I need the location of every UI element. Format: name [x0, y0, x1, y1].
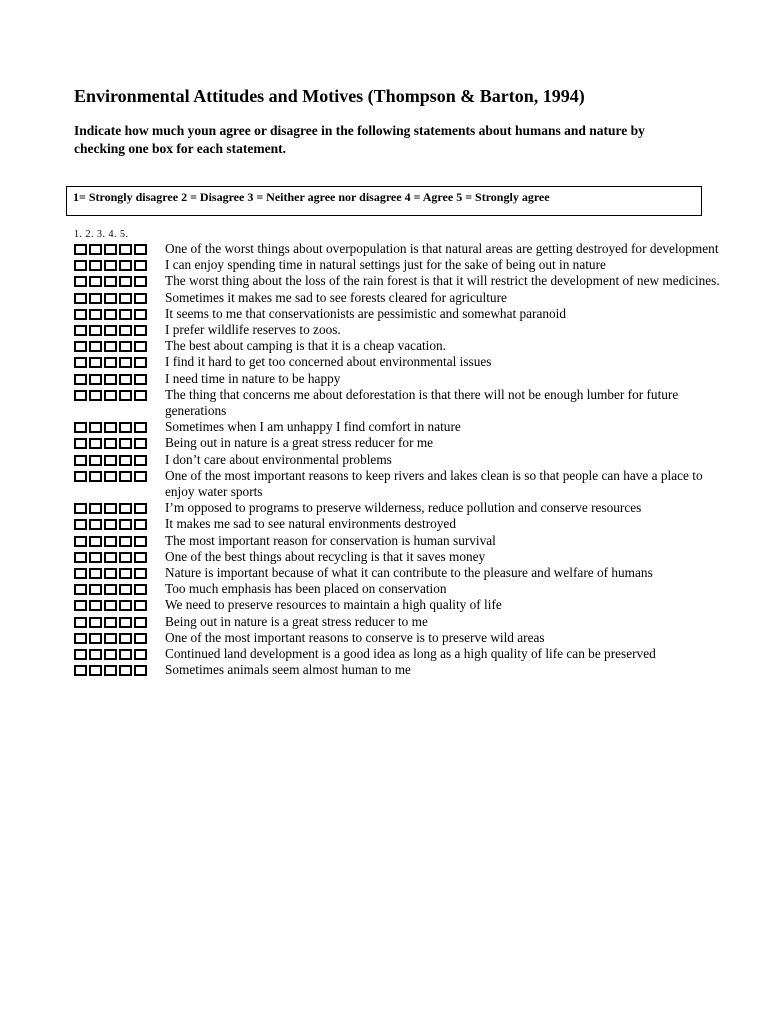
rating-checkbox-2[interactable]	[89, 357, 102, 368]
statement-row	[0, 597, 768, 613]
rating-checkbox-4[interactable]	[119, 617, 132, 628]
rating-checkbox-2[interactable]	[89, 293, 102, 304]
statement-text: I’m opposed to programs to preserve wilderness, reduce pollution and conserve resources	[165, 500, 642, 516]
statement-text: I prefer wildlife reserves to zoos.	[165, 322, 341, 338]
rating-checkbox-1[interactable]	[74, 455, 87, 466]
rating-checkbox-3[interactable]	[104, 276, 117, 287]
instructions: Indicate how much youn agree or disagree in the following statements about humans and nature by checking one box for each statement.	[74, 123, 645, 156]
rating-checkbox-2[interactable]	[89, 244, 102, 255]
rating-checkbox-5[interactable]	[134, 341, 147, 352]
rating-checkbox-2[interactable]	[89, 471, 102, 482]
rating-checkbox-5[interactable]	[134, 325, 147, 336]
statement-row	[0, 452, 768, 468]
rating-checkbox-1[interactable]	[74, 357, 87, 368]
rating-checkbox-3[interactable]	[104, 309, 117, 320]
rating-checkbox-5[interactable]	[134, 374, 147, 385]
rating-checkbox-3[interactable]	[104, 584, 117, 595]
rating-checkbox-group	[74, 552, 147, 563]
rating-checkbox-4[interactable]	[119, 260, 132, 271]
statement-row	[0, 435, 768, 451]
statement-text: Being out in nature is a great stress reducer to me	[165, 613, 428, 629]
rating-checkbox-4[interactable]	[119, 390, 132, 401]
rating-checkbox-5[interactable]	[134, 276, 147, 287]
rating-checkbox-group	[74, 422, 147, 433]
statement-text: It seems to me that conservationists are pessimistic and somewhat paranoid	[165, 305, 567, 321]
rating-checkbox-group	[74, 633, 147, 644]
rating-checkbox-5[interactable]	[134, 390, 147, 401]
statement-row	[0, 516, 768, 532]
rating-checkbox-4[interactable]	[119, 471, 132, 482]
statement-text: Sometimes when I am unhappy I find comfort in nature	[165, 419, 461, 435]
rating-checkbox-5[interactable]	[134, 665, 147, 676]
rating-checkbox-group	[74, 600, 147, 611]
rating-checkbox-5[interactable]	[134, 519, 147, 530]
statement-text: I need time in nature to be happy	[165, 370, 341, 386]
statement-row	[0, 646, 768, 662]
rating-checkbox-2[interactable]	[89, 390, 102, 401]
rating-checkbox-2[interactable]	[89, 260, 102, 271]
statement-text: One of the most important reasons to conserve is to preserve wild areas	[165, 629, 545, 645]
rating-checkbox-group	[74, 568, 147, 579]
rating-checkbox-group	[74, 584, 147, 595]
statement-row	[0, 662, 768, 678]
statement-text: We need to preserve resources to maintain a high quality of life	[165, 597, 502, 613]
rating-checkbox-4[interactable]	[119, 244, 132, 255]
statement-text: One of the worst things about overpopulation is that natural areas are getting destroyed for development	[165, 241, 719, 256]
rating-checkbox-3[interactable]	[104, 536, 117, 547]
rating-checkbox-2[interactable]	[89, 519, 102, 530]
rating-checkbox-group	[74, 536, 147, 547]
rating-checkbox-1[interactable]	[74, 503, 87, 514]
rating-checkbox-3[interactable]	[104, 390, 117, 401]
statement-row	[0, 354, 768, 370]
rating-checkbox-3[interactable]	[104, 519, 117, 530]
rating-checkbox-3[interactable]	[104, 568, 117, 579]
rating-checkbox-group	[74, 390, 147, 401]
statement-row	[0, 419, 768, 435]
rating-checkbox-1[interactable]	[74, 665, 87, 676]
rating-checkbox-1[interactable]	[74, 568, 87, 579]
rating-checkbox-1[interactable]	[74, 422, 87, 433]
rating-checkbox-group	[74, 438, 147, 449]
statement-row	[0, 241, 768, 257]
rating-checkbox-2[interactable]	[89, 325, 102, 336]
rating-checkbox-2[interactable]	[89, 584, 102, 595]
statement-text: The worst thing about the loss of the rain forest is that it will restrict the development of new medicines.	[165, 273, 720, 289]
rating-checkbox-3[interactable]	[104, 633, 117, 644]
rating-checkbox-4[interactable]	[119, 309, 132, 320]
rating-legend: 1= Strongly disagree 2 = Disagree 3 = Neither agree nor disagree 4 = Agree 5 = Strongly agree	[73, 190, 550, 204]
rating-checkbox-2[interactable]	[89, 600, 102, 611]
rating-checkbox-4[interactable]	[119, 374, 132, 385]
rating-checkbox-1[interactable]	[74, 471, 87, 482]
rating-checkbox-5[interactable]	[134, 438, 147, 449]
statement-row	[0, 257, 768, 273]
statement-row	[0, 306, 768, 322]
rating-checkbox-1[interactable]	[74, 617, 87, 628]
rating-checkbox-5[interactable]	[134, 455, 147, 466]
rating-checkbox-3[interactable]	[104, 471, 117, 482]
scale-header: 1. 2. 3. 4. 5.	[74, 229, 129, 240]
rating-checkbox-4[interactable]	[119, 503, 132, 514]
rating-checkbox-4[interactable]	[119, 357, 132, 368]
rating-checkbox-3[interactable]	[104, 260, 117, 271]
statement-row	[0, 371, 768, 387]
rating-checkbox-3[interactable]	[104, 665, 117, 676]
statement-text: The thing that concerns me about deforestation is that there will not be enough lumber for future generations	[165, 386, 679, 419]
rating-checkbox-3[interactable]	[104, 503, 117, 514]
rating-checkbox-4[interactable]	[119, 665, 132, 676]
rating-checkbox-2[interactable]	[89, 374, 102, 385]
rating-checkbox-5[interactable]	[134, 422, 147, 433]
rating-checkbox-4[interactable]	[119, 341, 132, 352]
statement-row	[0, 338, 768, 354]
rating-checkbox-1[interactable]	[74, 276, 87, 287]
rating-checkbox-1[interactable]	[74, 390, 87, 401]
rating-checkbox-group	[74, 309, 147, 320]
rating-checkbox-group	[74, 665, 147, 676]
rating-checkbox-group	[74, 649, 147, 660]
rating-checkbox-3[interactable]	[104, 600, 117, 611]
rating-checkbox-4[interactable]	[119, 536, 132, 547]
statement-text: Nature is important because of what it can contribute to the pleasure and welfare of humans	[165, 565, 653, 581]
rating-checkbox-2[interactable]	[89, 422, 102, 433]
rating-checkbox-group	[74, 455, 147, 466]
rating-checkbox-3[interactable]	[104, 422, 117, 433]
rating-checkbox-4[interactable]	[119, 600, 132, 611]
rating-checkbox-4[interactable]	[119, 649, 132, 660]
rating-checkbox-4[interactable]	[119, 455, 132, 466]
rating-checkbox-3[interactable]	[104, 341, 117, 352]
rating-checkbox-4[interactable]	[119, 633, 132, 644]
rating-checkbox-4[interactable]	[119, 438, 132, 449]
rating-checkbox-5[interactable]	[134, 357, 147, 368]
statement-row	[0, 322, 768, 338]
rating-checkbox-2[interactable]	[89, 552, 102, 563]
statement-row	[0, 549, 768, 565]
rating-checkbox-3[interactable]	[104, 293, 117, 304]
rating-checkbox-5[interactable]	[134, 649, 147, 660]
rating-checkbox-group	[74, 503, 147, 514]
rating-checkbox-2[interactable]	[89, 438, 102, 449]
rating-checkbox-2[interactable]	[89, 665, 102, 676]
rating-checkbox-3[interactable]	[104, 552, 117, 563]
rating-checkbox-5[interactable]	[134, 552, 147, 563]
rating-checkbox-group	[74, 341, 147, 352]
statement-text: I don’t care about environmental problems	[165, 451, 392, 467]
rating-legend-box	[66, 186, 702, 216]
rating-checkbox-4[interactable]	[119, 293, 132, 304]
rating-checkbox-group	[74, 260, 147, 271]
rating-checkbox-4[interactable]	[119, 519, 132, 530]
rating-checkbox-3[interactable]	[104, 325, 117, 336]
rating-checkbox-1[interactable]	[74, 649, 87, 660]
statement-text: I find it hard to get too concerned about environmental issues	[165, 354, 492, 370]
statement-row	[0, 500, 768, 516]
statement-row	[0, 533, 768, 549]
rating-checkbox-5[interactable]	[134, 293, 147, 304]
rating-checkbox-group	[74, 374, 147, 385]
rating-checkbox-group	[74, 519, 147, 530]
statement-row	[0, 273, 768, 289]
rating-checkbox-group	[74, 244, 147, 255]
rating-checkbox-5[interactable]	[134, 244, 147, 255]
statement-row	[0, 565, 768, 581]
rating-checkbox-2[interactable]	[89, 276, 102, 287]
rating-checkbox-4[interactable]	[119, 552, 132, 563]
statement-row	[0, 630, 768, 646]
rating-checkbox-group	[74, 276, 147, 287]
statement-text: Continued land development is a good idea as long as a high quality of life can be preserved	[165, 646, 656, 662]
rating-checkbox-1[interactable]	[74, 633, 87, 644]
rating-checkbox-3[interactable]	[104, 455, 117, 466]
rating-checkbox-1[interactable]	[74, 536, 87, 547]
statement-text: The best about camping is that it is a cheap vacation.	[165, 338, 446, 354]
rating-checkbox-5[interactable]	[134, 536, 147, 547]
rating-checkbox-2[interactable]	[89, 633, 102, 644]
rating-checkbox-2[interactable]	[89, 617, 102, 628]
rating-checkbox-1[interactable]	[74, 244, 87, 255]
rating-checkbox-4[interactable]	[119, 325, 132, 336]
rating-checkbox-4[interactable]	[119, 276, 132, 287]
statement-row	[0, 290, 768, 306]
statement-text: Sometimes animals seem almost human to me	[165, 662, 411, 678]
rating-checkbox-1[interactable]	[74, 600, 87, 611]
rating-checkbox-1[interactable]	[74, 438, 87, 449]
rating-checkbox-5[interactable]	[134, 633, 147, 644]
rating-checkbox-1[interactable]	[74, 374, 87, 385]
rating-checkbox-5[interactable]	[134, 309, 147, 320]
rating-checkbox-2[interactable]	[89, 536, 102, 547]
rating-checkbox-2[interactable]	[89, 309, 102, 320]
rating-checkbox-1[interactable]	[74, 309, 87, 320]
rating-checkbox-1[interactable]	[74, 519, 87, 530]
rating-checkbox-1[interactable]	[74, 584, 87, 595]
rating-checkbox-5[interactable]	[134, 584, 147, 595]
page-title: Environmental Attitudes and Motives (Thompson & Barton, 1994)	[74, 86, 585, 106]
rating-checkbox-group	[74, 357, 147, 368]
statement-row	[0, 614, 768, 630]
statement-text: One of the most important reasons to keep rivers and lakes clean is so that people can have a place to enjoy water sports	[165, 467, 703, 500]
rating-checkbox-1[interactable]	[74, 260, 87, 271]
rating-checkbox-1[interactable]	[74, 341, 87, 352]
rating-checkbox-3[interactable]	[104, 357, 117, 368]
rating-checkbox-1[interactable]	[74, 293, 87, 304]
rating-checkbox-5[interactable]	[134, 617, 147, 628]
rating-checkbox-4[interactable]	[119, 568, 132, 579]
statement-text: One of the best things about recycling is that it saves money	[165, 548, 486, 564]
rating-checkbox-4[interactable]	[119, 422, 132, 433]
rating-checkbox-1[interactable]	[74, 325, 87, 336]
rating-checkbox-2[interactable]	[89, 568, 102, 579]
rating-checkbox-5[interactable]	[134, 503, 147, 514]
rating-checkbox-3[interactable]	[104, 438, 117, 449]
rating-checkbox-3[interactable]	[104, 374, 117, 385]
statement-text: Being out in nature is a great stress reducer for me	[165, 435, 434, 451]
rating-checkbox-3[interactable]	[104, 617, 117, 628]
rating-checkbox-4[interactable]	[119, 584, 132, 595]
statement-text: I can enjoy spending time in natural settings just for the sake of being out in nature	[165, 257, 606, 273]
rating-checkbox-1[interactable]	[74, 552, 87, 563]
statement-row	[0, 387, 768, 419]
rating-checkbox-5[interactable]	[134, 568, 147, 579]
statement-text: Sometimes it makes me sad to see forests cleared for agriculture	[165, 289, 507, 305]
rating-checkbox-group	[74, 471, 147, 482]
rating-checkbox-2[interactable]	[89, 503, 102, 514]
rating-checkbox-5[interactable]	[134, 260, 147, 271]
rating-checkbox-2[interactable]	[89, 649, 102, 660]
statement-row	[0, 468, 768, 500]
rating-checkbox-group	[74, 293, 147, 304]
rating-checkbox-2[interactable]	[89, 341, 102, 352]
rating-checkbox-3[interactable]	[104, 244, 117, 255]
statement-text: It makes me sad to see natural environments destroyed	[165, 516, 456, 532]
rating-checkbox-3[interactable]	[104, 649, 117, 660]
statement-list	[0, 241, 768, 678]
rating-checkbox-5[interactable]	[134, 600, 147, 611]
rating-checkbox-group	[74, 617, 147, 628]
statement-row	[0, 581, 768, 597]
statement-text: The most important reason for conservation is human survival	[165, 532, 496, 548]
rating-checkbox-2[interactable]	[89, 455, 102, 466]
statement-text: Too much emphasis has been placed on conservation	[165, 581, 447, 597]
rating-checkbox-group	[74, 325, 147, 336]
rating-checkbox-5[interactable]	[134, 471, 147, 482]
